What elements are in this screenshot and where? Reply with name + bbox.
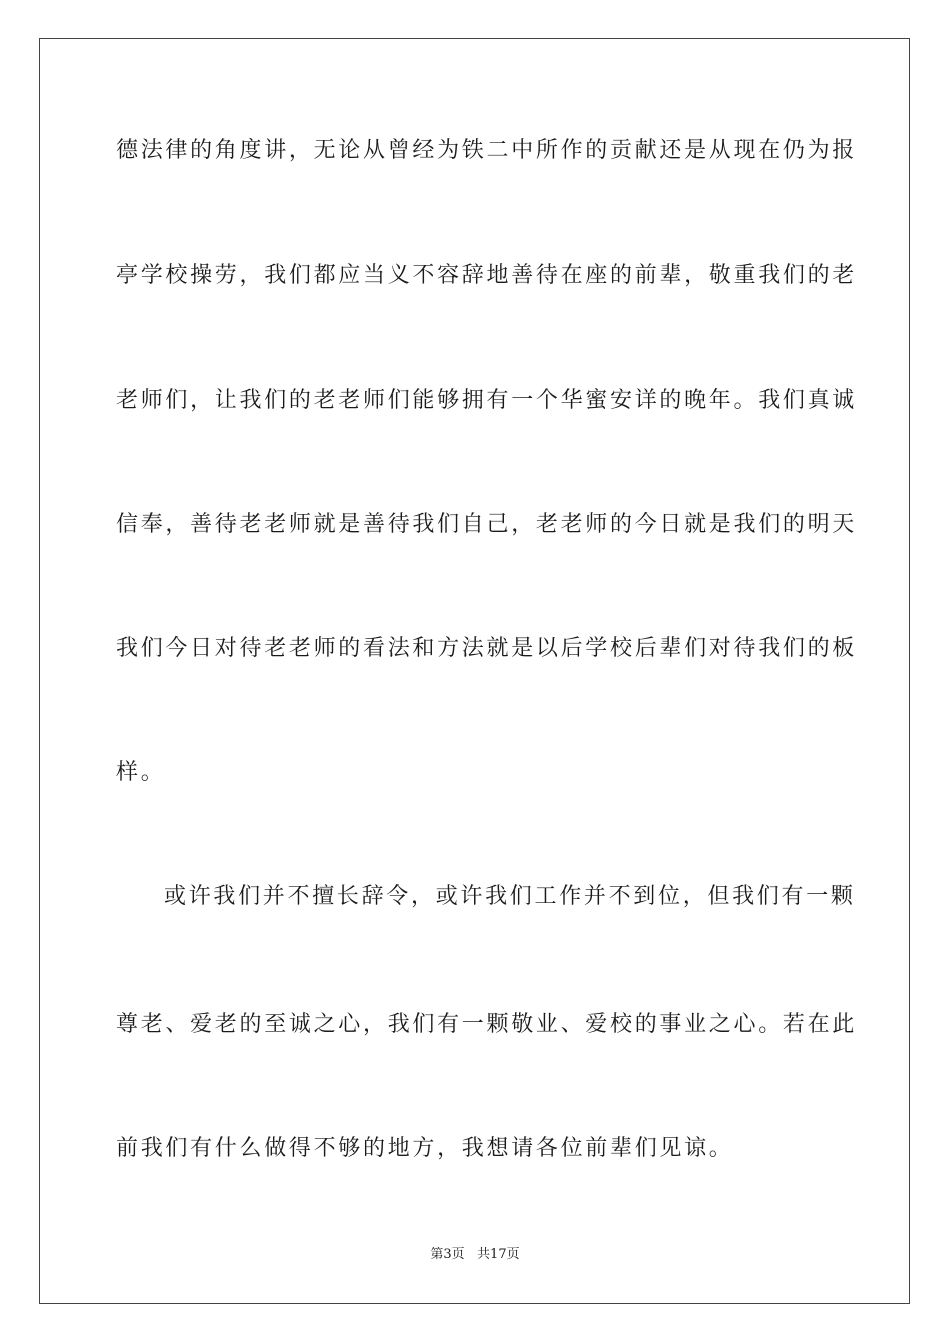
body-text-line: 德法律的角度讲，无论从曾经为铁二中所作的贡献还是从现在仍为报 xyxy=(116,138,858,163)
body-text-line: 样。 xyxy=(116,760,166,785)
body-text-line: 前我们有什么做得不够的地方，我想请各位前辈们见谅。 xyxy=(116,1136,734,1161)
body-text-line: 我们今日对待老老师的看法和方法就是以后学校后辈们对待我们的板 xyxy=(116,636,858,661)
page-border xyxy=(39,38,910,1304)
body-text-line: 亭学校操劳，我们都应当义不容辞地善待在座的前辈，敬重我们的老 xyxy=(116,263,858,288)
paragraph-first-line: 或许我们并不擅长辞令，或许我们工作并不到位，但我们有一颗 xyxy=(164,884,856,909)
body-text-line: 尊老、爱老的至诚之心，我们有一颗敬业、爱校的事业之心。若在此 xyxy=(116,1012,858,1037)
page-number: 第3页 共17页 xyxy=(430,1247,520,1262)
body-text-line: 信奉，善待老老师就是善待我们自己，老老师的今日就是我们的明天 xyxy=(116,512,858,537)
body-text-line: 老师们，让我们的老老师们能够拥有一个华蜜安详的晚年。我们真诚 xyxy=(116,388,858,413)
